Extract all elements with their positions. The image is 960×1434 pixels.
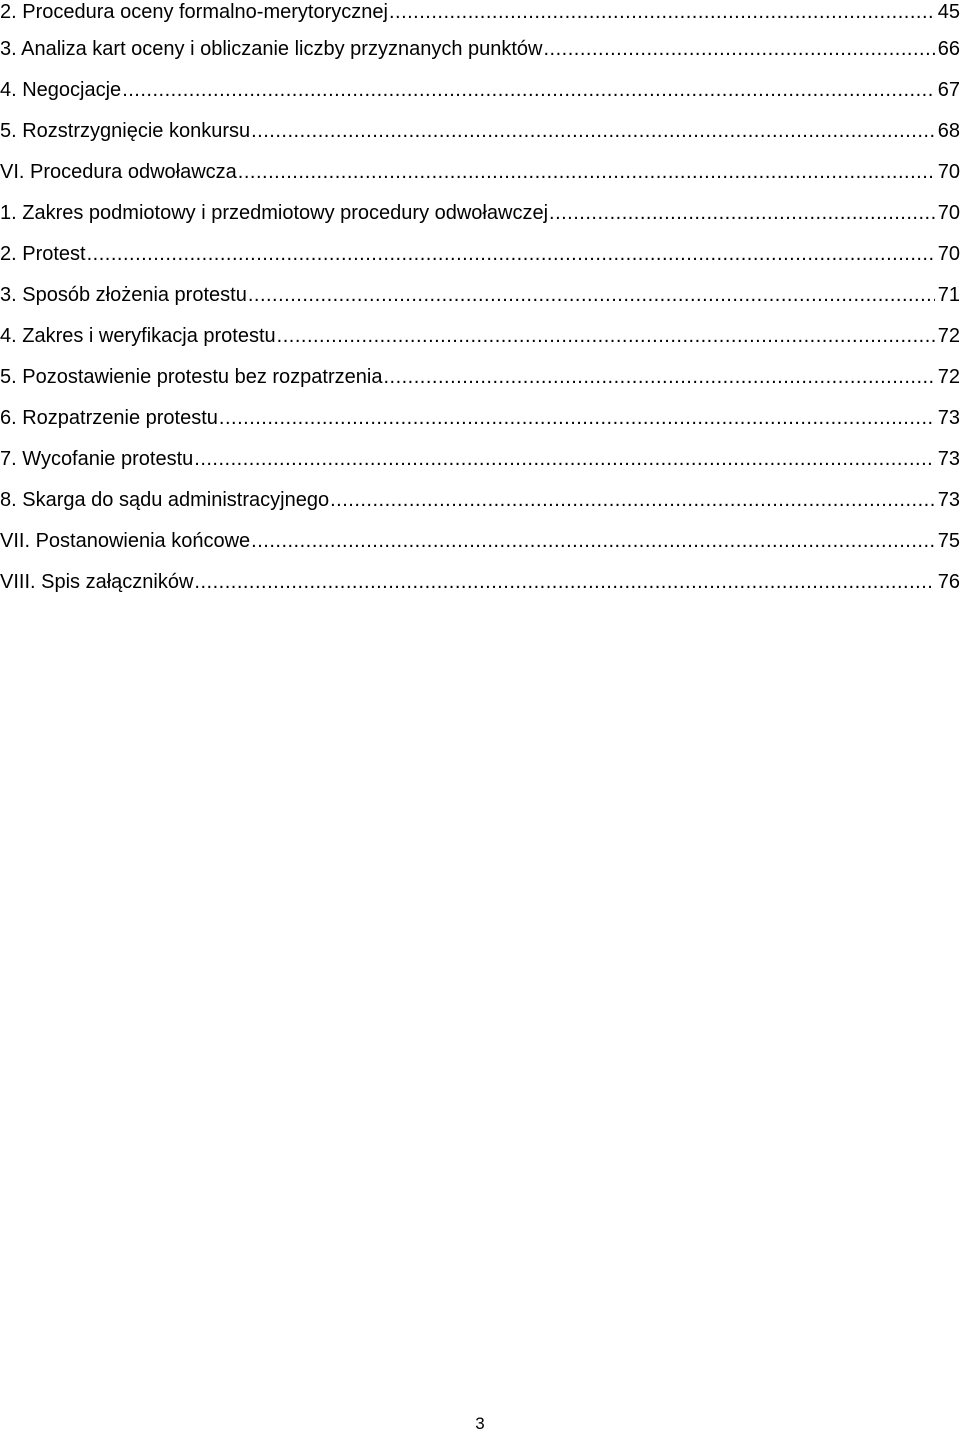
toc-entry-page: 45 bbox=[935, 0, 960, 24]
toc-entry[interactable] bbox=[0, 393, 960, 434]
toc-entry-title: 8. Skarga do sądu administracyjnego bbox=[0, 489, 330, 511]
toc-entry-title: VII. Postanowienia końcowe bbox=[0, 530, 251, 552]
toc-entry-page: 70 bbox=[935, 242, 960, 266]
toc-entry[interactable] bbox=[0, 188, 960, 229]
toc-entry-title: VIII. Spis załączników bbox=[0, 571, 194, 593]
toc-dot-leader bbox=[389, 0, 935, 24]
toc-entry-title: 4. Negocjacje bbox=[0, 79, 122, 101]
toc-entry[interactable] bbox=[0, 352, 960, 393]
toc-entry-page: 70 bbox=[935, 160, 960, 184]
table-of-contents bbox=[0, 0, 960, 598]
toc-entry-page: 72 bbox=[935, 324, 960, 348]
toc-entry[interactable] bbox=[0, 65, 960, 106]
toc-dot-leader bbox=[194, 570, 934, 594]
toc-entry-title: 2. Procedura oceny formalno-merytorycznej bbox=[0, 1, 388, 23]
toc-dot-leader bbox=[219, 406, 935, 430]
toc-entry[interactable] bbox=[0, 434, 960, 475]
toc-dot-leader bbox=[277, 324, 935, 348]
toc-entry[interactable] bbox=[0, 557, 960, 598]
toc-entry[interactable] bbox=[0, 270, 960, 311]
toc-entry-page: 73 bbox=[935, 406, 960, 430]
toc-dot-leader bbox=[544, 37, 935, 61]
toc-entry-title: 3. Analiza kart oceny i obliczanie liczby przyznanych punktów bbox=[0, 38, 543, 60]
toc-dot-leader bbox=[383, 365, 934, 389]
toc-entry[interactable] bbox=[0, 106, 960, 147]
toc-dot-leader bbox=[330, 488, 935, 512]
toc-entry-page: 66 bbox=[935, 37, 960, 61]
toc-entry-page: 67 bbox=[935, 78, 960, 102]
page-number: 3 bbox=[475, 1414, 485, 1433]
toc-entry[interactable] bbox=[0, 311, 960, 352]
toc-dot-leader bbox=[251, 529, 935, 553]
toc-entry[interactable] bbox=[0, 0, 960, 24]
toc-entry-title: 4. Zakres i weryfikacja protestu bbox=[0, 325, 276, 347]
toc-entry-page: 75 bbox=[935, 529, 960, 553]
toc-dot-leader bbox=[238, 160, 935, 184]
toc-entry-title: 5. Pozostawienie protestu bez rozpatrzenia bbox=[0, 366, 383, 388]
toc-entry-page: 68 bbox=[935, 119, 960, 143]
toc-dot-leader bbox=[194, 447, 934, 471]
toc-entry-page: 70 bbox=[935, 201, 960, 225]
toc-entry-page: 71 bbox=[935, 283, 960, 307]
toc-dot-leader bbox=[248, 283, 935, 307]
toc-entry-page: 76 bbox=[935, 570, 960, 594]
toc-entry-title: 5. Rozstrzygnięcie konkursu bbox=[0, 120, 251, 142]
toc-entry-title: 1. Zakres podmiotowy i przedmiotowy procedury odwoławczej bbox=[0, 202, 549, 224]
toc-entry-page: 72 bbox=[935, 365, 960, 389]
toc-dot-leader bbox=[549, 201, 935, 225]
toc-entry-title: VI. Procedura odwoławcza bbox=[0, 161, 237, 183]
toc-entry-title: 2. Protest bbox=[0, 243, 86, 265]
toc-dot-leader bbox=[251, 119, 935, 143]
toc-entry-title: 7. Wycofanie protestu bbox=[0, 448, 194, 470]
toc-dot-leader bbox=[87, 242, 935, 266]
toc-entry-title: 6. Rozpatrzenie protestu bbox=[0, 407, 218, 429]
toc-entry[interactable] bbox=[0, 229, 960, 270]
toc-dot-leader bbox=[122, 78, 935, 102]
toc-entry-page: 73 bbox=[935, 447, 960, 471]
toc-entry[interactable] bbox=[0, 516, 960, 557]
toc-entry-title: 3. Sposób złożenia protestu bbox=[0, 284, 247, 306]
toc-entry[interactable] bbox=[0, 475, 960, 516]
toc-entry[interactable] bbox=[0, 24, 960, 65]
toc-entry-page: 73 bbox=[935, 488, 960, 512]
toc-entry[interactable] bbox=[0, 147, 960, 188]
